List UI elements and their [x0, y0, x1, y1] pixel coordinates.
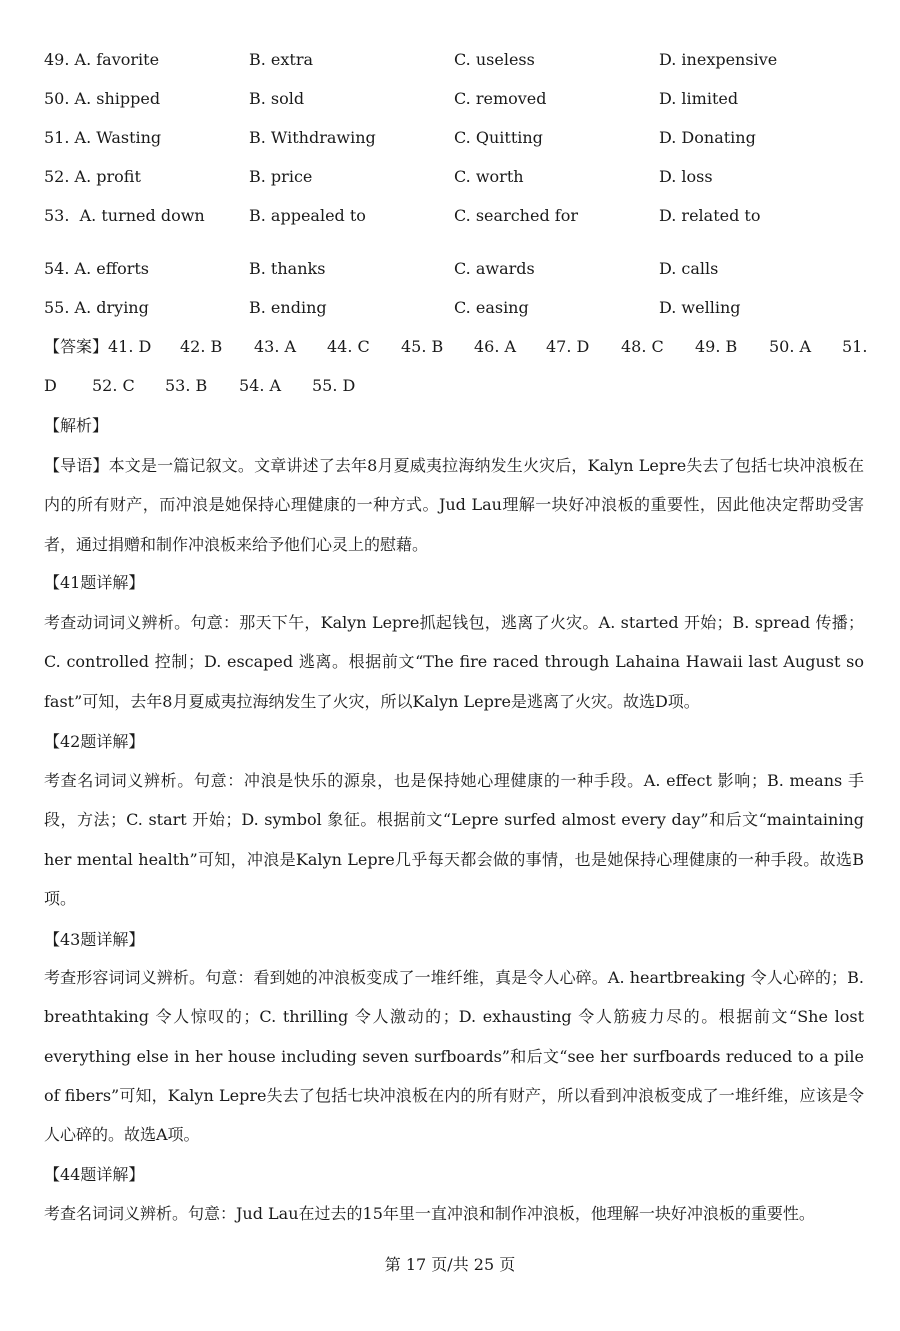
- option-c: C. removed: [454, 89, 547, 108]
- option-d: D. loss: [659, 167, 713, 186]
- q43-explanation: 考查形容词词义辨析。句意：看到她的冲浪板变成了一堆纤维，真是令人心碎。A. heartbreaking 令人心碎的；B. breathtaking 令人惊叹的；C. thrilling 令人激动的；D. exhausting 令人筋疲力尽的。根据前文“She lost everything else in her house including seven surfboards”和后文“see her surfboards reduced to a pile of fibers”可知，Kalyn Lepre失去了包括七块冲浪板在内的所有财产，所以看到冲浪板变成了一堆纤维，应该是令人心碎的。故选A项。: [44, 968, 864, 1145]
- option-b: B. ending: [249, 298, 327, 317]
- answer-item: 48. C: [621, 337, 664, 356]
- q42-explanation: 考查名词词义辨析。句意：冲浪是快乐的源泉，也是保持她心理健康的一种手段。A. effect 影响；B. means 手段，方法；C. start 开始；D. symbol 象征。根据前文“Lepre surfed almost every day”和后文“maintaining her mental health”可知，冲浪是Kalyn Lepre几乎每天都会做的事情，也是她保持心理健康的一种手段。故选B项。: [44, 771, 864, 908]
- option-c: C. easing: [454, 298, 529, 317]
- option-a: 55. A. drying: [44, 298, 149, 317]
- option-a: 51. A. Wasting: [44, 128, 162, 147]
- option-d: D. calls: [659, 259, 719, 278]
- answer-item: 52. C: [92, 376, 135, 395]
- option-d: D. limited: [659, 89, 739, 108]
- guide-paragraph: 【导语】本文是一篇记叙文。文章讲述了去年8月夏威夷拉海纳发生火灾后，Kalyn Lepre失去了包括七块冲浪板在内的所有财产，而冲浪是她保持心理健康的一种方式。Jud Lau理解一块好冲浪板的重要性，因此他决定帮助受害者，通过捐赠和制作冲浪板来给予他们心灵上的慰藉。: [44, 456, 864, 554]
- q44-heading: 【44题详解】: [44, 1165, 145, 1184]
- q43-heading: 【43题详解】: [44, 930, 145, 949]
- option-c: C. awards: [454, 259, 535, 278]
- option-c: C. searched for: [454, 206, 578, 225]
- option-a: 53. A. turned down: [44, 206, 205, 225]
- answer-item: 50. A: [769, 337, 812, 356]
- option-c: C. useless: [454, 50, 535, 69]
- option-b: B. sold: [249, 89, 305, 108]
- option-d: D. Donating: [659, 128, 756, 147]
- answer-key-label: 【答案】41. D: [44, 337, 152, 356]
- option-d: D. welling: [659, 298, 741, 317]
- answer-item: 45. B: [401, 337, 444, 356]
- answer-item: 54. A: [239, 376, 282, 395]
- q42-heading: 【42题详解】: [44, 732, 145, 751]
- option-b: B. extra: [249, 50, 314, 69]
- answer-item: 55. D: [312, 376, 356, 395]
- option-c: C. Quitting: [454, 128, 543, 147]
- q41-heading: 【41题详解】: [44, 573, 145, 592]
- answer-item: 42. B: [180, 337, 223, 356]
- option-a: 54. A. efforts: [44, 259, 150, 278]
- option-b: B. price: [249, 167, 313, 186]
- option-b: B. appealed to: [249, 206, 366, 225]
- answer-item: 43. A: [254, 337, 297, 356]
- option-b: B. thanks: [249, 259, 326, 278]
- analysis-label: 【解析】: [44, 416, 109, 435]
- option-d: D. inexpensive: [659, 50, 778, 69]
- option-a: 52. A. profit: [44, 167, 141, 186]
- page-number-footer: 第 17 页/共 25 页: [384, 1255, 516, 1274]
- option-d: D. related to: [659, 206, 761, 225]
- answer-item: 47. D: [546, 337, 590, 356]
- q41-explanation: 考查动词词义辨析。句意：那天下午，Kalyn Lepre抓起钱包，逃离了火灾。A. started 开始；B. spread 传播；C. controlled 控制；D. escaped 逃离。根据前文“The fire raced through Lahaina Hawaii last August so fast”可知，去年8月夏威夷拉海纳发生了火灾，所以Kalyn Lepre是逃离了火灾。故选D项。: [44, 613, 864, 711]
- answer-key-row-2: [44, 374, 864, 398]
- answer-item: D: [44, 376, 57, 395]
- q44-explanation: 考查名词词义辨析。句意：Jud Lau在过去的15年里一直冲浪和制作冲浪板，他理解一块好冲浪板的重要性。: [44, 1204, 815, 1223]
- option-a: 50. A. shipped: [44, 89, 161, 108]
- answer-item: 51.: [842, 337, 868, 356]
- answer-item: 46. A: [474, 337, 517, 356]
- answer-item: 44. C: [327, 337, 370, 356]
- answer-key-row-1: [44, 335, 868, 359]
- option-b: B. Withdrawing: [249, 128, 376, 147]
- option-a: 49. A. favorite: [44, 50, 160, 69]
- answer-item: 53. B: [165, 376, 208, 395]
- option-c: C. worth: [454, 167, 524, 186]
- answer-item: 49. B: [695, 337, 738, 356]
